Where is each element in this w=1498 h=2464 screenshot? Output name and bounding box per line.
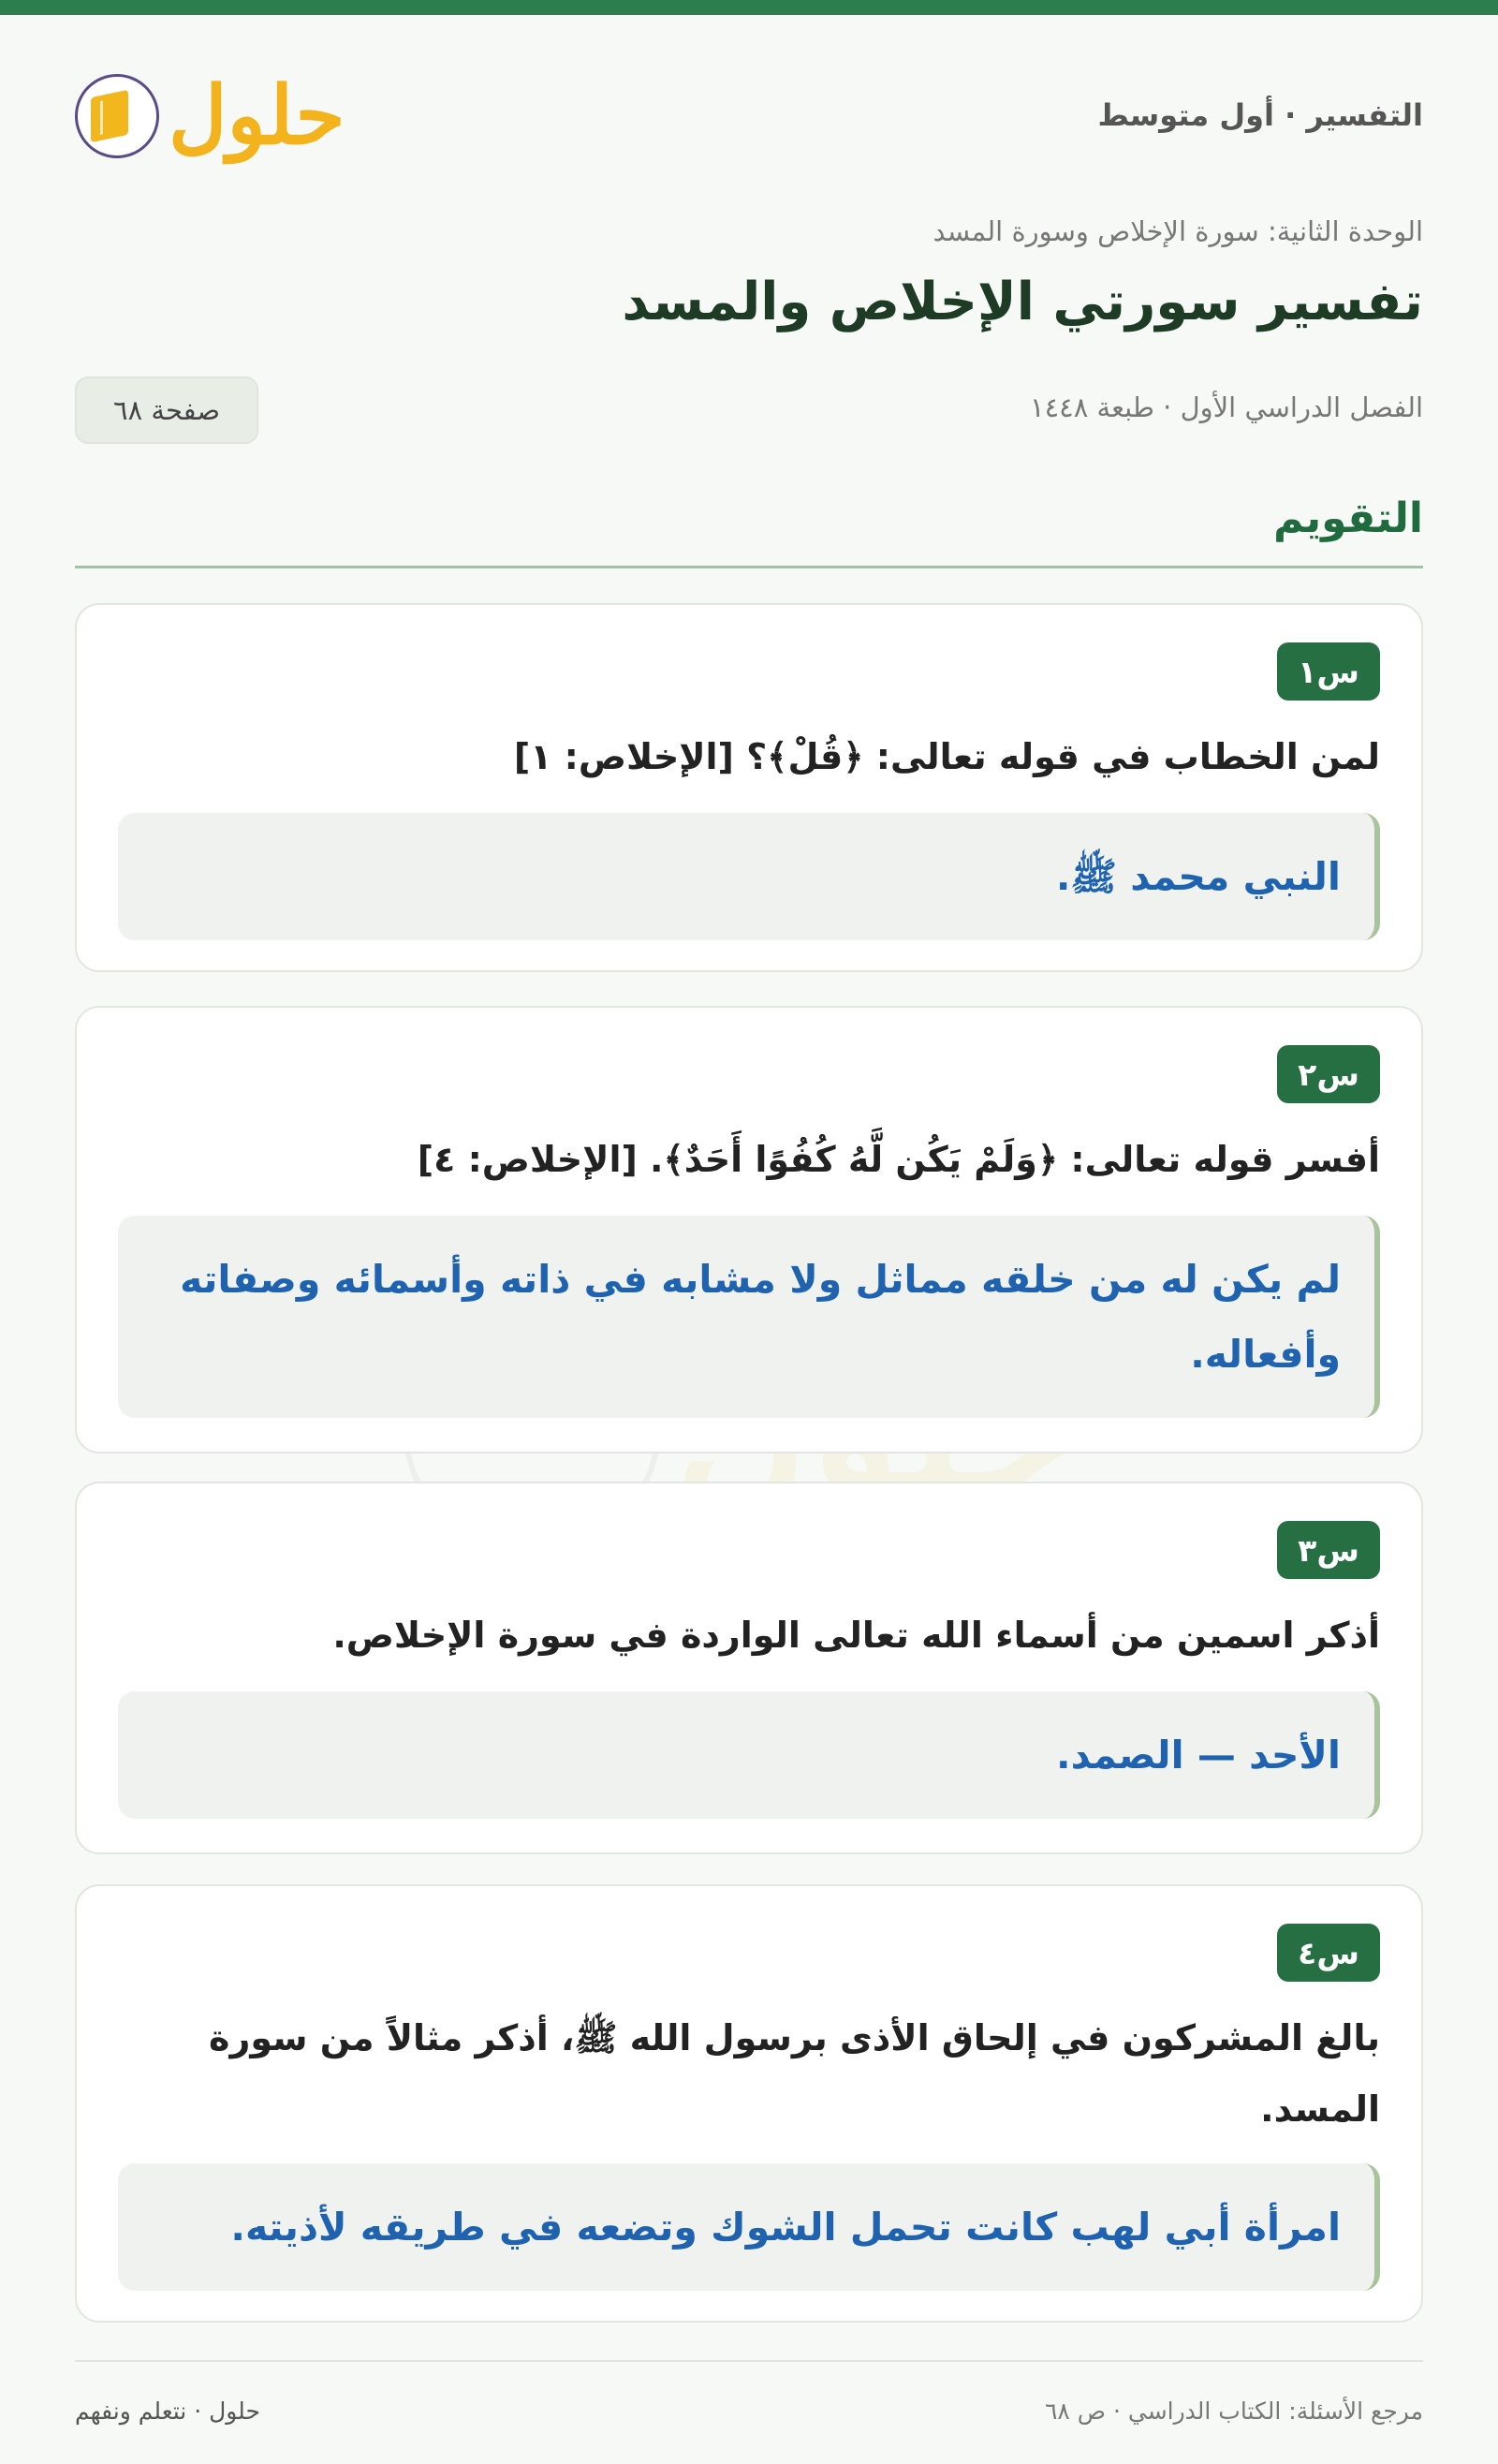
question-number-badge: س٤ — [1277, 1924, 1380, 1982]
answer-box: امرأة أبي لهب كانت تحمل الشوك وتضعه في طريقه لأذيته. — [118, 2163, 1380, 2291]
question-card-3 — [75, 1482, 1423, 1854]
question-card-1 — [75, 603, 1423, 972]
answer-box: الأحد — الصمد. — [118, 1691, 1380, 1819]
footer-reference: مرجع الأسئلة: الكتاب الدراسي · ص ٦٨ — [1044, 2398, 1423, 2425]
question-number-badge: س٢ — [1277, 1045, 1380, 1103]
footer-brand: حلول · نتعلم ونفهم — [75, 2398, 260, 2425]
question-card-2 — [75, 1006, 1423, 1453]
logo-text: حلول — [169, 68, 345, 163]
unit-subtitle: الوحدة الثانية: سورة الإخلاص وسورة المسد — [933, 215, 1423, 247]
question-text: أذكر اسمين من أسماء الله تعالى الواردة في سورة الإخلاص. — [332, 1615, 1380, 1656]
answer-box: النبي محمد ﷺ. — [118, 813, 1380, 940]
page-number-badge: صفحة ٦٨ — [75, 376, 258, 444]
question-text: لمن الخطاب في قوله تعالى: ﴿قُلْ﴾؟ [الإخلاص: ١] — [513, 736, 1380, 777]
page-header — [75, 60, 1423, 172]
page — [75, 0, 1423, 2464]
question-text: بالغ المشركون في إلحاق الأذى برسول الله ﷺ، أذكر مثالاً من سورة المسد. — [209, 2017, 1380, 2130]
book-icon — [75, 74, 159, 158]
answer-box: لم يكن له من خلقه مماثل ولا مشابه في ذاته وأسمائه وصفاته وأفعاله. — [118, 1216, 1380, 1418]
page-title: تفسير سورتي الإخلاص والمسد — [622, 272, 1423, 332]
question-card-4 — [75, 1884, 1423, 2323]
question-number-badge: س١ — [1277, 642, 1380, 701]
edition-info: الفصل الدراسي الأول · طبعة ١٤٤٨ — [1030, 391, 1423, 423]
brand-logo[interactable] — [75, 60, 356, 172]
question-number-badge: س٣ — [1277, 1521, 1380, 1579]
question-text: أفسر قوله تعالى: ﴿وَلَمْ يَكُن لَّهُ كُفُوًا أَحَدٌ﴾. [الإخلاص: ٤] — [417, 1139, 1380, 1180]
section-header — [75, 494, 1423, 568]
page-footer — [75, 2360, 1423, 2425]
course-label: التفسير · أول متوسط — [1097, 97, 1423, 133]
section-title: التقويم — [1273, 494, 1423, 542]
